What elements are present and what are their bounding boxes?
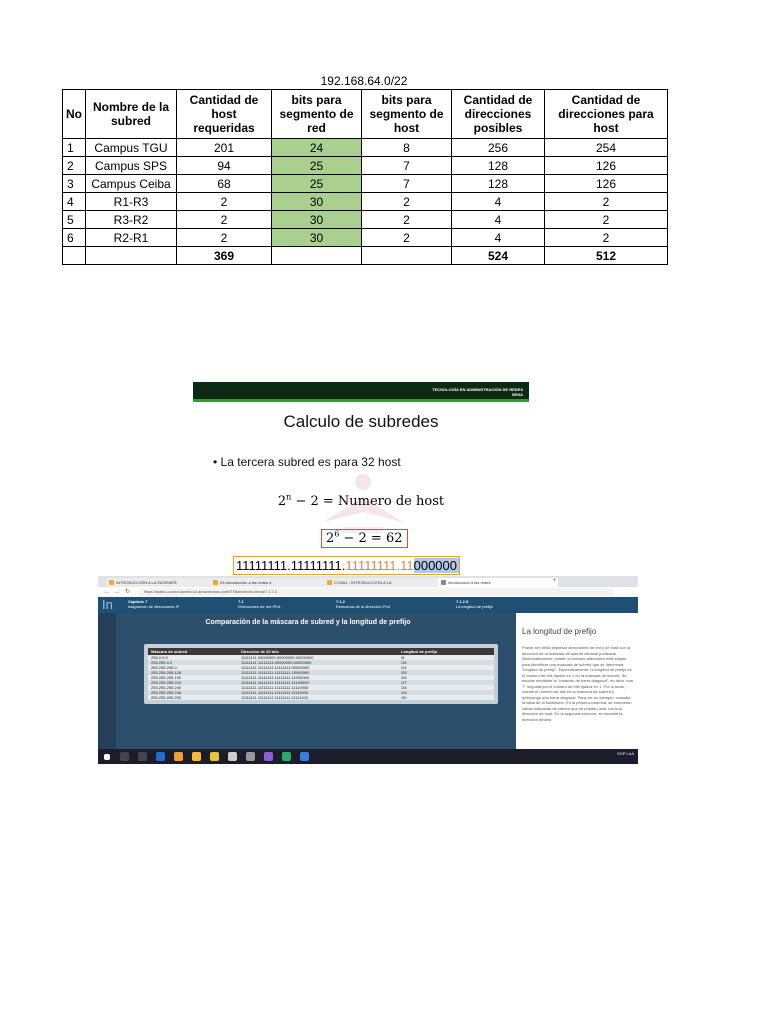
- header-host-bits: bits para segmento de host: [362, 90, 452, 139]
- tab-label: Introducción a las redes: [448, 580, 491, 585]
- subnet-table: [62, 89, 668, 265]
- panel-title: Comparación de la máscara de subred y la longitud de prefijo: [205, 619, 411, 626]
- browser-tab-bar: [98, 576, 638, 587]
- mask-cell-mask: 255.255.255.0: [151, 665, 177, 670]
- cell-network-bits: 30: [272, 211, 362, 229]
- cell-host-bits: 7: [362, 175, 452, 193]
- mask-cell-bits: 11111111.11111111.11111111.11000000: [241, 675, 309, 680]
- cell-possible-addresses: 4: [452, 193, 545, 211]
- mask-cell-prefix: /24: [401, 665, 407, 670]
- cell-network-bits: 25: [272, 175, 362, 193]
- formula2-base: 2: [326, 531, 335, 546]
- table-row: [63, 139, 668, 157]
- cell-host-addresses: 2: [545, 211, 668, 229]
- back-icon[interactable]: ←: [104, 589, 110, 595]
- course-nav-bar: [98, 597, 638, 613]
- cell-subnet-name: Campus SPS: [86, 157, 177, 175]
- tab-favicon-icon: [327, 580, 332, 585]
- chrome-icon[interactable]: [174, 752, 183, 761]
- crumb-chapter[interactable]: [128, 599, 179, 609]
- formula-example: [321, 529, 408, 548]
- cell-host-addresses: 126: [545, 157, 668, 175]
- edge-icon[interactable]: [156, 752, 165, 761]
- slide-bullet: • La tercera subred es para 32 host: [213, 455, 401, 469]
- mask-cell-bits: 11111111.11111111.11111111.10000000: [238, 670, 398, 675]
- slide-program-name: TECNOLOGÍA EN ADMINISTRACIÓN DE REDES: [432, 387, 523, 392]
- mask-table: [148, 648, 494, 700]
- cell-possible-addresses: 4: [452, 229, 545, 247]
- side-title: La longitud de prefijo: [522, 627, 597, 636]
- visual-studio-icon[interactable]: [264, 752, 273, 761]
- crumb-code: 7.1: [238, 599, 244, 604]
- crumb-label: Estructura de la dirección IPv4: [336, 604, 391, 609]
- mask-cell-bits: 11111111.11111111.11111111.11110000: [241, 685, 309, 690]
- cell-subnet-name: Campus Ceiba: [86, 175, 177, 193]
- header-host-addresses: Cantidad de direcciones para host: [545, 90, 668, 139]
- formula-host-count: [193, 494, 529, 509]
- total-possible-addresses: 524: [452, 247, 545, 265]
- crumb-code: Capítulo 7: [128, 599, 148, 604]
- tab-favicon-icon: [213, 580, 218, 585]
- cell-subnet-name: R3-R2: [86, 211, 177, 229]
- cell-hosts-required: 2: [177, 211, 272, 229]
- cell-hosts-required: 68: [177, 175, 272, 193]
- mask-cell-mask: 255.255.255.248: [148, 690, 238, 695]
- cell-hosts-required: 94: [177, 157, 272, 175]
- total-col-no: [63, 247, 86, 265]
- browser-tab-1[interactable]: [106, 578, 216, 587]
- cell-network-bits: 24: [272, 139, 362, 157]
- totals-row: [63, 247, 668, 265]
- mask-host-bits: 000000: [413, 558, 457, 573]
- cell-host-bits: 2: [362, 193, 452, 211]
- cell-host-bits: 2: [362, 229, 452, 247]
- cell-col-no: 5: [63, 211, 86, 229]
- header-no: No: [63, 90, 86, 139]
- cell-hosts-required: 201: [177, 139, 272, 157]
- cell-col-no: 3: [63, 175, 86, 193]
- cell-possible-addresses: 256: [452, 139, 545, 157]
- crumb-code: 7.1.2: [336, 599, 345, 604]
- cell-host-bits: 2: [362, 211, 452, 229]
- mask-cell-mask: 255.255.255.240: [151, 685, 182, 690]
- mask-cell-bits: 11111111.11111111.11111111.11100000: [238, 680, 398, 685]
- crumb-topic[interactable]: [456, 599, 493, 609]
- app-icon[interactable]: [300, 752, 309, 761]
- cell-possible-addresses: 4: [452, 211, 545, 229]
- url-input[interactable]: https://static-course-assets.s3.amazonaws.com/ITN6/es/index.html#7.1.2.5: [138, 588, 614, 596]
- windows-start-icon[interactable]: [104, 754, 110, 760]
- browser-tab-2[interactable]: [210, 578, 330, 587]
- cell-subnet-name: R2-R1: [86, 229, 177, 247]
- mask-network-bits: 11111111.11111111.: [236, 558, 346, 573]
- mask-cell-prefix: /30: [401, 695, 407, 700]
- cell-subnet-name: Campus TGU: [86, 139, 177, 157]
- binary-mask: [233, 556, 460, 575]
- tab-label: CCNA1 - INTRODUCCIÓN A LA: [334, 580, 392, 585]
- crumb-label: Direcciones de red IPv4: [238, 604, 281, 609]
- cell-col-no: 4: [63, 193, 86, 211]
- taskbar: [98, 749, 638, 764]
- mask-cell-mask: 255.255.255.252: [151, 695, 182, 700]
- cell-possible-addresses: 128: [452, 175, 545, 193]
- crumb-label: Asignación de direcciones IP: [128, 604, 180, 609]
- formula2-rest: − 2 = 62: [339, 531, 403, 546]
- slide: [193, 382, 529, 572]
- course-logo: In: [102, 597, 113, 612]
- total-subnet-name: [86, 247, 177, 265]
- spotify-icon[interactable]: [282, 752, 291, 761]
- table-row: [63, 193, 668, 211]
- table-row: [63, 229, 668, 247]
- cell-col-no: 1: [63, 139, 86, 157]
- cell-col-no: 2: [63, 157, 86, 175]
- formula1-exponent: n: [286, 492, 292, 502]
- mask-cell-mask: 255.255.255.192: [151, 675, 182, 680]
- mask-row: [148, 695, 494, 700]
- cell-possible-addresses: 128: [452, 157, 545, 175]
- mask-cell-bits: 11111111.11111111.11111111.11111100: [241, 695, 308, 700]
- mask-header-mask: Máscara de subred: [148, 648, 238, 655]
- crumb-code: 7.1.2.5: [456, 599, 469, 604]
- cell-subnet-name: R1-R3: [86, 193, 177, 211]
- mask-subnet-bits: 11111111.11: [345, 558, 414, 573]
- cell-network-bits: 30: [272, 229, 362, 247]
- store-icon[interactable]: [228, 752, 237, 761]
- crumb-label: La longitud de prefijo: [456, 604, 494, 609]
- mask-header-bits: Dirección de 32 bits: [238, 648, 398, 655]
- mask-cell-mask: 255.255.255.128: [148, 670, 238, 675]
- firefox-icon[interactable]: [192, 752, 201, 761]
- browser-tab-4[interactable]: [438, 578, 558, 587]
- slide-bullet-text: La tercera subred es para 32 host: [220, 455, 401, 469]
- side-panel: [516, 613, 638, 749]
- table-row: [63, 157, 668, 175]
- mask-cell-bits: 11111111.11111111.00000000.00000000: [238, 660, 398, 665]
- slide-title: Calculo de subredes: [283, 412, 439, 431]
- mask-cell-mask: 255.0.0.0: [151, 655, 168, 660]
- header-hosts-required: Cantidad de host requeridas: [177, 90, 272, 139]
- header-possible-addresses: Cantidad de direcciones posibles: [452, 90, 545, 139]
- table-header-row: [63, 90, 668, 139]
- crumb-subsection[interactable]: [336, 599, 390, 609]
- total-host-addresses: 512: [545, 247, 668, 265]
- reload-icon[interactable]: ↻: [125, 589, 131, 595]
- mask-cell-bits: 11111111.11111111.11111111.00000000: [241, 665, 310, 670]
- total-hosts-required: 369: [177, 247, 272, 265]
- mask-cell-prefix: /8: [401, 655, 405, 660]
- formula1-rest: − 2 = Numero de host: [291, 494, 445, 509]
- formula2-exponent: 6: [334, 529, 340, 539]
- browser-screenshot: [98, 576, 638, 764]
- slide-header-stripe: [193, 399, 529, 402]
- mask-table-header: [148, 648, 494, 655]
- cell-host-addresses: 2: [545, 229, 668, 247]
- tab-label: 03-introducción a las redes d: [220, 580, 272, 585]
- taskbar-clock: ESP LAA: [617, 751, 634, 756]
- cell-network-bits: 25: [272, 157, 362, 175]
- table-row: [63, 175, 668, 193]
- cell-col-no: 6: [63, 229, 86, 247]
- network-address: 192.168.64.0/22: [320, 74, 408, 88]
- cell-hosts-required: 2: [177, 193, 272, 211]
- cell-host-addresses: 2: [545, 193, 668, 211]
- file-explorer-icon[interactable]: [210, 752, 219, 761]
- tab-label: INTRODUCCIÓN A LA INGENIER: [116, 580, 177, 585]
- total-network-bits: [272, 247, 362, 265]
- mask-cell-prefix: /26: [401, 675, 407, 680]
- cell-host-addresses: 254: [545, 139, 668, 157]
- cell-host-addresses: 126: [545, 175, 668, 193]
- address-bar: [98, 587, 638, 597]
- tab-favicon-icon: [109, 580, 114, 585]
- slide-institution: SENA: [511, 392, 523, 397]
- header-subnet-name: Nombre de la subred: [86, 90, 177, 139]
- side-text: Puede ser difícil expresar direcciones de red y de host con la dirección de la máscara de subred decimal punteada. Afortunadamente, existe un método alternativo más simple para identificar una máscara de subred que se denomina "longitud de prefijo". Específicamente, la longitud de prefijo es el número de bits fijados en 1 en la máscara de subred. Se escribe mediante la "notación de barra diagonal", es decir, una "/" seguida por el número de bits fijados en 1. Por lo tanto, cuente el número de bits en la máscara de subred y anteponga una barra diagonal. Para ver un ejemplo, consulte la tabla de la ilustración. En la primera columna, se enumeran varias máscaras de subred que se pueden usar con una dirección de host. En la segunda columna, se muestra la dirección binaria: [522, 645, 633, 722]
- search-icon[interactable]: [120, 752, 129, 761]
- header-network-bits: bits para segmento de red: [272, 90, 362, 139]
- cell-network-bits: 30: [272, 193, 362, 211]
- mask-cell-prefix: /28: [401, 685, 407, 690]
- mask-cell-bits: 11111111.11111111.11111111.11111000: [238, 690, 398, 695]
- mask-cell-mask: 255.255.255.224: [148, 680, 238, 685]
- crumb-section[interactable]: [238, 599, 280, 609]
- cell-hosts-required: 2: [177, 229, 272, 247]
- table-row: [63, 211, 668, 229]
- mask-cell-mask: 255.255.0.0: [148, 660, 238, 665]
- mask-cell-bits: 11111111.00000000.00000000.00000000: [241, 655, 314, 660]
- forward-icon[interactable]: →: [114, 589, 120, 595]
- mail-icon[interactable]: [246, 752, 255, 761]
- cell-host-bits: 7: [362, 157, 452, 175]
- mask-cell-prefix: /25: [398, 670, 494, 675]
- mask-cell-prefix: /16: [398, 660, 494, 665]
- task-view-icon[interactable]: [138, 752, 147, 761]
- mask-cell-prefix: /27: [398, 680, 494, 685]
- cell-host-bits: 8: [362, 139, 452, 157]
- tab-favicon-icon: [441, 580, 446, 585]
- left-rail: [98, 613, 116, 749]
- slide-header-text: [432, 387, 523, 397]
- formula1-base: 2: [277, 494, 287, 509]
- mask-cell-prefix: /29: [398, 690, 494, 695]
- new-tab-icon[interactable]: +: [553, 578, 557, 584]
- mask-header-prefix: Longitud de prefijo: [398, 648, 494, 655]
- total-host-bits: [362, 247, 452, 265]
- browser-tab-3[interactable]: [324, 578, 444, 587]
